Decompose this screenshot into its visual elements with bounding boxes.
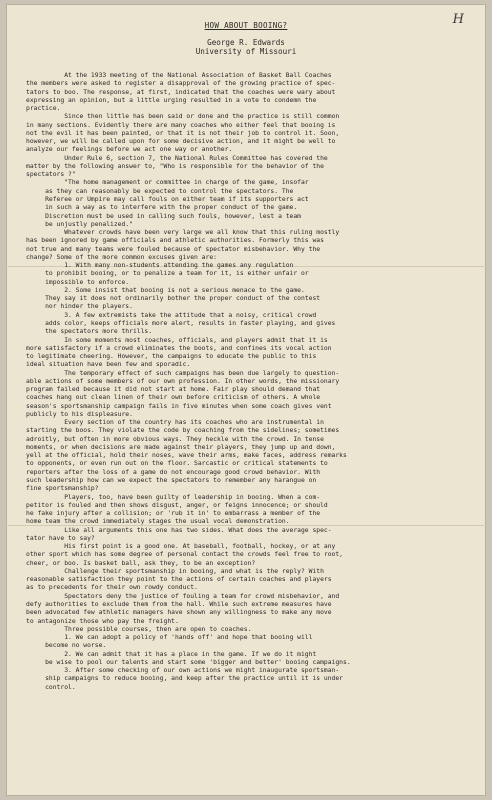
body-text-line: Players, too, have been guilty of leadership in booing. When a com- — [26, 493, 321, 501]
document-title: HOW ABOUT BOOING? — [204, 21, 288, 30]
body-text-line: 3. After some checking of our own actions we might inaugurate sportsman- — [26, 667, 340, 675]
body-text-line: Referee or Umpire may call fouls on either team if its supporters act — [26, 195, 309, 203]
body-text-line: the members were asked to register a disapproval of the growing practice of spec- — [26, 80, 336, 88]
body-text-line: Challenge their sportsmanship in booing, and what is the reply? With — [26, 567, 324, 575]
body-text-line: to legitimate cheering. However, the campaigns to educate the public to this — [26, 353, 317, 361]
body-text-line: as they can reasonably be expected to control the spectators. The — [26, 187, 294, 195]
body-text-line: Like all arguments this one has two sides. What does the average spec- — [26, 526, 332, 534]
body-text-line: Whatever crowds have been very large we all know that this ruling mostly — [26, 229, 340, 237]
body-text-line: Discretion must be used in calling such fouls, however, lest a team — [26, 212, 301, 220]
body-text-line: he fake injury after a collision; or 'rub it in' to embarrass a member of the — [26, 510, 321, 518]
body-text-line: such leadership how can we expect the spectators to remember any harangue on — [26, 477, 317, 485]
body-text-line: be unjustly penalized." — [26, 220, 133, 228]
author-name: George R. Edwards — [207, 38, 285, 47]
body-text-line: In some moments most coaches, officials, and players admit that it is — [26, 336, 328, 344]
body-text-line: program failed because it did not start at home. Fair play should demand that — [26, 386, 321, 394]
body-text-line: adds color, keeps officials more alert, results in faster playing, and gives — [26, 319, 336, 327]
body-text-line: yell at the official, hold their noses, wave their arms, make faces, address remarks — [26, 452, 347, 460]
body-text-line: "The home management or committee in charge of the game, insofar — [26, 179, 309, 187]
body-text-line: in such a way as to interfere with the proper conduct of the game. — [26, 204, 298, 212]
body-text-line: more satisfactory if a crowd eliminates the boots, and confines its vocal action — [26, 344, 332, 352]
body-text-line: as to precedents for their own rowdy conduct. — [26, 584, 198, 592]
body-text-line: Under Rule 6, section 7, the National Rules Committee has covered the — [26, 154, 328, 162]
body-text-line: in many sections. Evidently there are many coaches who either feel that booing is — [26, 121, 336, 129]
body-text-line: expressing an opinion, but a little urging resulted in a vote to condemn the — [26, 96, 317, 104]
body-text-line: tator have to say? — [26, 534, 95, 542]
body-text-line: fine sportsmanship? — [26, 485, 99, 493]
body-text-line: be wise to pool our talents and start some 'bigger and better' booing campaigns. — [26, 658, 351, 666]
body-text-line: impossible to enforce. — [26, 278, 130, 286]
body-text-line: to antagonize those who pay the freight. — [26, 617, 179, 625]
body-text-line: The temporary effect of such campaigns has been due largely to question- — [26, 369, 340, 377]
body-text-line: 2. We can admit that it has a place in the game. If we do it might — [26, 650, 317, 658]
body-text-line: been advocated few athletic managers have shown any willingness to make any move — [26, 609, 332, 617]
body-text-line: matter by the following answer to, "Who is responsible for the behavior of the — [26, 162, 324, 170]
body-text-line: season's sportsmanship campaign fails in five minutes when some coach gives vent — [26, 402, 332, 410]
body-text-line: become no worse. — [26, 642, 107, 650]
body-text-line: defy authorities to exclude them from the hall. While such extreme measures have — [26, 601, 332, 608]
body-text-line: They say it does not ordinarily bother the proper conduct of the contest — [26, 295, 321, 303]
document-page — [6, 4, 486, 796]
body-text-line: to opponents, or even run out on the floor. Sarcastic or critical statements to — [26, 460, 328, 468]
body-text-line: reporters after the loss of a game do not encourage good crowd behavior. With — [26, 468, 321, 476]
body-text-line: 3. A few extremists take the attitude that a noisy, critical crowd — [26, 311, 317, 319]
body-text-line: change? Some of the more common excuses given are: — [26, 253, 217, 261]
body-text-line: publicly to his displeasure. — [26, 410, 133, 418]
body-text-line: His first point is a good one. At baseball, football, hockey, or at any — [26, 543, 336, 551]
body-text-line: however, we will be called upon for some decisive action, and it might be well to — [26, 138, 336, 146]
body-text-line: analyze our feelings before we act one way or another. — [26, 146, 233, 154]
body-text-line: cheer, or boo. Is basket ball, ask they, to be an exception? — [26, 559, 256, 567]
body-text-line: not the evil it has been painted, or that it is not their job to control it. Soon, — [26, 129, 340, 137]
body-text-line: coaches hang out clean linen of their own before criticism of others. A whole — [26, 394, 321, 402]
body-text-line: 1. We can adopt a policy of 'hands off' and hope that booing will — [26, 634, 313, 642]
body-text-line: home team the crowd immediately stages the usual vocal demonstration. — [26, 518, 290, 526]
body-text-line: tators to boo. The response, at first, indicated that the coaches were wary about — [26, 88, 336, 96]
body-text-line: ideal situation have been few and sporadic. — [26, 361, 191, 369]
body-text-line: to prohibit booing, or to penalize a team for it, is either unfair or — [26, 270, 309, 278]
body-text-line: able actions of some members of our own profession. In other words, the missionary — [26, 377, 340, 385]
body-text-line: 1. With many non-students attending the games any regulation — [26, 262, 294, 270]
body-text-line: reasonable satisfaction they point to the actions of certain coaches and players — [26, 576, 332, 584]
body-text-line: Every section of the country has its coaches who are instrumental in — [26, 419, 324, 427]
body-text-line: adroitly, but often in more obvious ways. They heckle with the crowd. In tense — [26, 435, 324, 443]
body-text-line: petitor is fouled and then shows disgust, anger, or feigns innocence; or should — [26, 501, 328, 509]
body-text-line: moments, or when decisions are made against their players, they jump up and down, — [26, 443, 336, 451]
body-text-line: the spectators more thrills. — [26, 328, 153, 336]
body-text-line: has been ignored by game officials and athletic authorities. Formerly this was — [26, 237, 324, 245]
document-body — [26, 72, 466, 787]
body-text-line: Since then little has been said or done and the practice is still common — [26, 113, 340, 121]
body-text-line: spectators ?" — [26, 171, 76, 179]
body-text-line: ship campaigns to reduce booing, and keep after the practice until it is under — [26, 675, 343, 683]
body-text-line: Three possible courses, then are open to coaches. — [26, 625, 252, 633]
body-text-line: At the 1933 meeting of the National Association of Basket Ball Coaches — [26, 72, 332, 79]
body-text-line: other sport which has some degree of personal contact the crowds feel free to root, — [26, 551, 343, 559]
body-text-line: not true and many teams were fouled because of spectator misbehavior. Why the — [26, 245, 321, 253]
body-text-line: 2. Some insist that booing is not a serious menace to the game. — [26, 286, 305, 294]
body-text-line: nor hinder the players. — [26, 303, 133, 311]
body-text-line: practice. — [26, 105, 61, 113]
body-text-line: starting the boos. They violate the code by coaching from the sidelines; sometimes — [26, 427, 340, 435]
body-text-line: Spectators deny the justice of fouling a team for crowd misbehavior, and — [26, 592, 340, 600]
author-affiliation: University of Missouri — [195, 47, 297, 56]
page-mark: H — [452, 12, 464, 27]
body-text-line: control. — [26, 683, 76, 691]
